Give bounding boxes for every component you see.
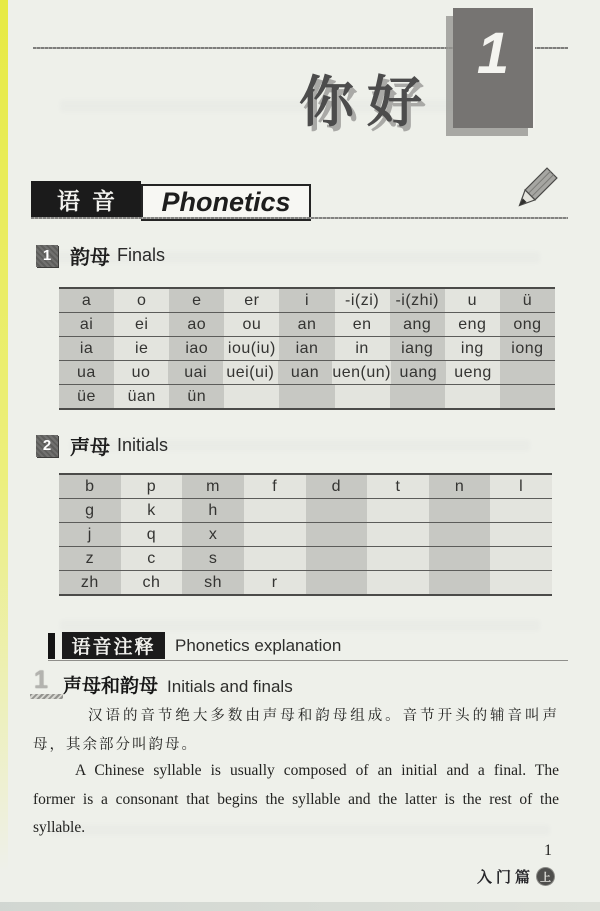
- table-cell: [244, 523, 306, 546]
- table-cell: p: [121, 475, 183, 498]
- table-cell: ie: [114, 337, 169, 360]
- table-row: [59, 475, 552, 498]
- table-cell: r: [244, 571, 306, 594]
- table-cell: q: [121, 523, 183, 546]
- table-cell: [490, 523, 552, 546]
- chapter-number-box: [453, 8, 535, 128]
- table-cell: [367, 571, 429, 594]
- bleed-artifact: [60, 620, 540, 631]
- notes-accent-bar: [48, 633, 55, 659]
- table-cell: ong: [500, 313, 555, 336]
- initials-number-badge: 2: [36, 435, 58, 457]
- table-cell: [224, 385, 279, 408]
- table-cell: uei(ui): [223, 361, 278, 384]
- table-cell: [490, 571, 552, 594]
- table-cell: iang: [390, 337, 445, 360]
- finals-title-zh: 韵母: [70, 247, 110, 269]
- finals-heading: [36, 241, 165, 270]
- table-cell: [429, 547, 491, 570]
- table-cell: [244, 547, 306, 570]
- table-cell: en: [335, 313, 390, 336]
- table-row: [59, 312, 555, 336]
- table-row: [59, 546, 552, 570]
- table-cell: o: [114, 289, 169, 312]
- table-cell: [244, 499, 306, 522]
- table-cell: u: [445, 289, 500, 312]
- table-cell: [500, 361, 555, 384]
- scan-bottom-edge: [0, 902, 600, 911]
- table-row: [59, 570, 552, 594]
- table-cell: ou: [224, 313, 279, 336]
- table-cell: [367, 547, 429, 570]
- table-cell: ing: [445, 337, 500, 360]
- table-cell: [306, 523, 368, 546]
- table-cell: x: [182, 523, 244, 546]
- finals-number-badge: 1: [36, 245, 58, 267]
- table-cell: a: [59, 289, 114, 312]
- table-cell: uan: [278, 361, 333, 384]
- table-cell: [429, 499, 491, 522]
- section-header-zh: 语音: [31, 181, 141, 217]
- table-cell: n: [429, 475, 491, 498]
- table-cell: -i(zhi): [390, 289, 445, 312]
- table-cell: [429, 571, 491, 594]
- table-cell: k: [121, 499, 183, 522]
- table-cell: [367, 523, 429, 546]
- table-cell: iou(iu): [224, 337, 279, 360]
- table-cell: i: [279, 289, 334, 312]
- table-cell: ia: [59, 337, 114, 360]
- table-cell: ei: [114, 313, 169, 336]
- table-cell: üan: [114, 385, 169, 408]
- table-cell: [306, 571, 368, 594]
- initials-title-en: Initials: [117, 435, 169, 455]
- table-cell: m: [182, 475, 244, 498]
- footer-volume-badge: 上: [537, 868, 554, 885]
- table-cell: l: [490, 475, 552, 498]
- table-cell: f: [244, 475, 306, 498]
- pencil-icon: [501, 156, 569, 224]
- footer-rule: [463, 862, 566, 864]
- table-cell: ua: [59, 361, 114, 384]
- table-cell: ün: [169, 385, 224, 408]
- table-row: [59, 336, 555, 360]
- table-cell: ueng: [446, 361, 501, 384]
- table-cell: [445, 385, 500, 408]
- table-cell: uen(un): [332, 361, 391, 384]
- finals-title-en: Finals: [117, 245, 166, 265]
- table-cell: uo: [114, 361, 169, 384]
- table-cell: sh: [182, 571, 244, 594]
- notes-banner-zh: 语音注释: [62, 632, 165, 659]
- table-cell: uang: [391, 361, 446, 384]
- table-cell: -i(zi): [335, 289, 390, 312]
- paragraph-english: A Chinese syllable is usually composed of an initial and a final. The former is a consonant that begins the syllable and the latter is the rest of the syllable.: [33, 762, 559, 836]
- table-cell: ao: [169, 313, 224, 336]
- table-cell: in: [335, 337, 390, 360]
- table-cell: [367, 499, 429, 522]
- table-row: [59, 498, 552, 522]
- notes-banner-en: Phonetics explanation: [175, 636, 342, 655]
- table-cell: ai: [59, 313, 114, 336]
- footer-series-title: 入门篇: [477, 869, 535, 886]
- table-cell: [429, 523, 491, 546]
- table-cell: z: [59, 547, 121, 570]
- subsection-title-zh: 声母和韵母: [63, 676, 159, 697]
- table-cell: j: [59, 523, 121, 546]
- paragraph-chinese: 汉语的音节绝大多数由声母和韵母组成。音节开头的辅音叫声母，其余部分叫韵母。: [33, 708, 559, 753]
- table-cell: s: [182, 547, 244, 570]
- table-row: [59, 384, 555, 408]
- subsection-title-en: Initials and finals: [167, 677, 293, 696]
- table-cell: d: [306, 475, 368, 498]
- initials-table: [59, 473, 552, 596]
- table-cell: g: [59, 499, 121, 522]
- footer-page-number: 1: [544, 842, 552, 859]
- table-cell: [335, 385, 390, 408]
- table-cell: [306, 499, 368, 522]
- table-cell: üe: [59, 385, 114, 408]
- subsection-heading: [63, 671, 293, 698]
- section-header-en: Phonetics: [141, 184, 311, 221]
- table-cell: [390, 385, 445, 408]
- table-cell: an: [279, 313, 334, 336]
- table-cell: [306, 547, 368, 570]
- table-cell: zh: [59, 571, 121, 594]
- table-cell: ang: [390, 313, 445, 336]
- chapter-title: 你好: [299, 71, 436, 133]
- table-row: [59, 289, 555, 312]
- table-cell: b: [59, 475, 121, 498]
- table-cell: uai: [168, 361, 223, 384]
- initials-heading: [36, 431, 168, 460]
- subsection-number-underline: [30, 694, 63, 699]
- chapter-number: 1: [476, 21, 510, 86]
- table-row: [59, 522, 552, 546]
- table-cell: [500, 385, 555, 408]
- table-cell: e: [169, 289, 224, 312]
- section-header-rule: [31, 217, 568, 219]
- subsection-number: 1: [34, 666, 48, 694]
- table-cell: t: [367, 475, 429, 498]
- notes-banner-rule: [48, 660, 568, 661]
- table-cell: iao: [169, 337, 224, 360]
- footer-series: [477, 866, 554, 887]
- table-cell: [490, 547, 552, 570]
- initials-title-zh: 声母: [70, 437, 110, 459]
- table-cell: ch: [121, 571, 183, 594]
- table-cell: ian: [279, 337, 334, 360]
- table-cell: eng: [445, 313, 500, 336]
- table-row: [59, 360, 555, 384]
- table-cell: ü: [500, 289, 555, 312]
- finals-table: [59, 287, 555, 410]
- table-cell: [279, 385, 334, 408]
- table-cell: c: [121, 547, 183, 570]
- table-cell: [490, 499, 552, 522]
- table-cell: iong: [500, 337, 555, 360]
- table-cell: er: [224, 289, 279, 312]
- table-cell: h: [182, 499, 244, 522]
- page-edge-strip: [0, 0, 8, 872]
